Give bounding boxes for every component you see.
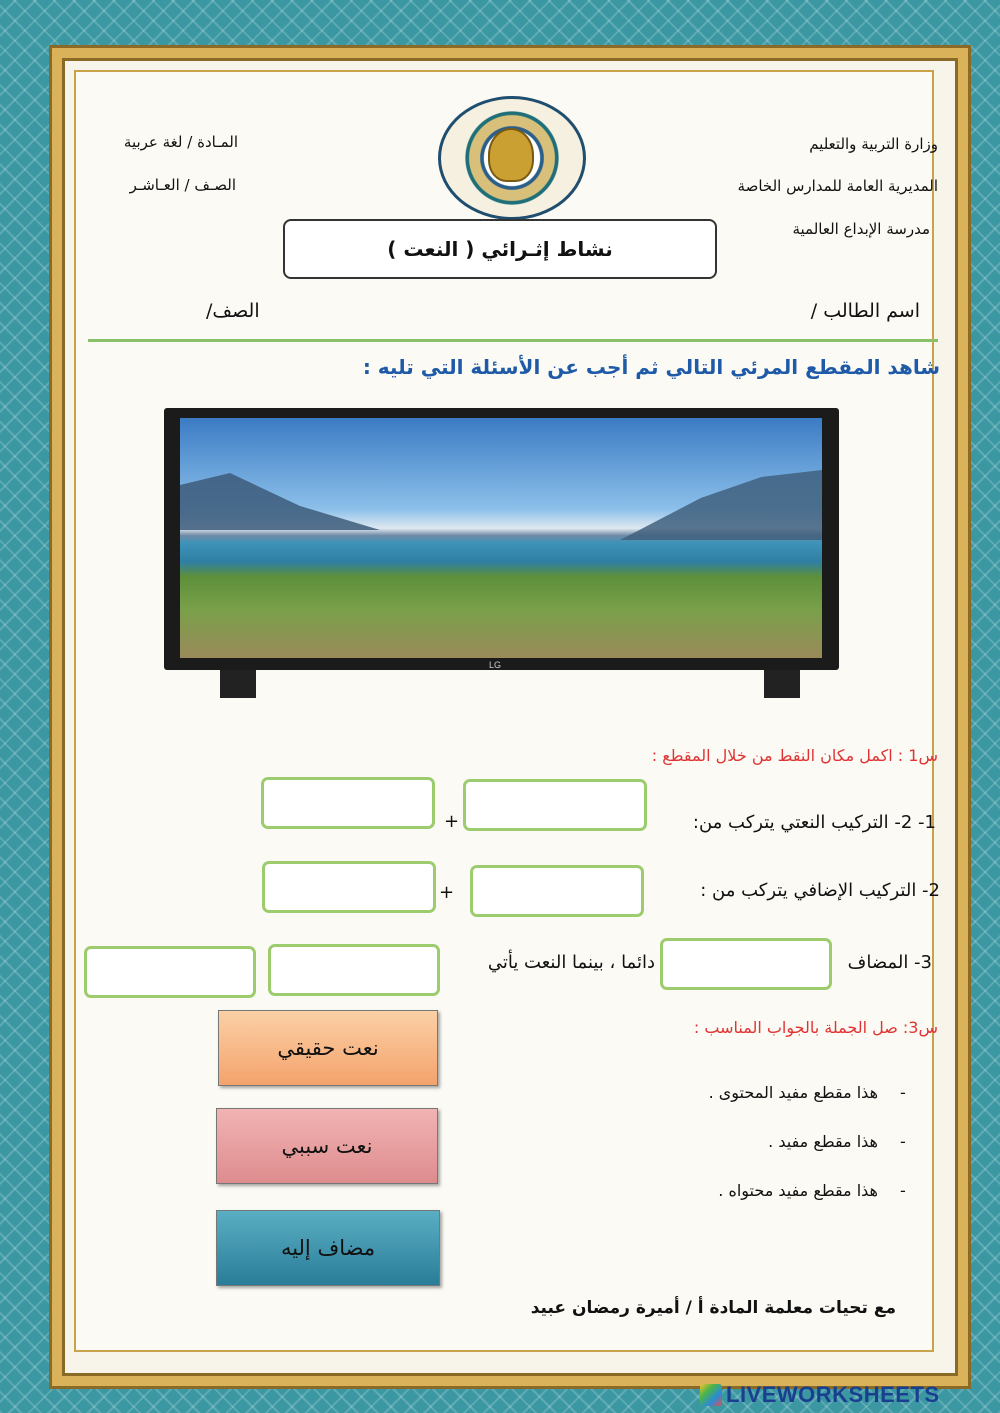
- tv-stand-right: [764, 670, 800, 698]
- sentence-1[interactable]: هذا مقطع مفيد المحتوى .: [708, 1083, 878, 1102]
- instruction-text: شاهد المقطع المرئي التالي ثم أجب عن الأسئلة التي تليه :: [362, 355, 940, 379]
- option-genitive[interactable]: مضاف إليه: [216, 1210, 440, 1286]
- answer-box-3c[interactable]: [84, 946, 256, 998]
- grade-label: الصـف / العـاشـر: [129, 176, 236, 194]
- student-name-label: اسم الطالب /: [810, 300, 920, 322]
- q1-item3-text: 3- المضاف: [847, 952, 932, 973]
- subject-label: المـادة / لغة عربية: [123, 133, 238, 151]
- worksheet-title: نشاط إثـرائي ( النعت ): [283, 219, 717, 279]
- liveworksheets-watermark[interactable]: LIVEWORKSHEETS: [726, 1382, 940, 1407]
- answer-box-2b[interactable]: [470, 865, 644, 917]
- q1-item2-text: 2- التركيب الإضافي يتركب من :: [700, 880, 940, 901]
- liveworksheets-logo-icon: [700, 1384, 722, 1406]
- school-label: مدرسة الإبداع العالمية: [792, 220, 930, 238]
- bullet-dash: -: [900, 1132, 906, 1151]
- logo-emblem-icon: [488, 128, 534, 182]
- plus-sign: +: [439, 882, 455, 903]
- plus-sign: +: [444, 811, 460, 832]
- q1-item3-middle-text: دائما ، بينما النعت يأتي: [487, 952, 655, 973]
- answer-box-1a[interactable]: [261, 777, 435, 829]
- tv-stand-left: [220, 670, 256, 698]
- answer-box-1b[interactable]: [463, 779, 647, 831]
- tv-brand-logo: LG: [489, 660, 502, 670]
- bullet-dash: -: [900, 1181, 906, 1200]
- student-class-label: الصف/: [206, 300, 260, 322]
- answer-box-3b[interactable]: [268, 944, 440, 996]
- sentence-2[interactable]: هذا مقطع مفيد .: [768, 1132, 878, 1151]
- teacher-signature: مع تحيات معلمة المادة أ / أميرة رمضان عبيد: [530, 1298, 896, 1318]
- q3-heading: س3: صل الجملة بالجواب المناسب :: [693, 1018, 938, 1037]
- q1-item1-text: 1- 2- التركيب النعتي يتركب من:: [692, 812, 936, 833]
- sentence-3[interactable]: هذا مقطع مفيد محتواه .: [718, 1181, 878, 1200]
- q1-heading: س1 : اكمل مكان النقط من خلال المقطع :: [651, 746, 938, 765]
- option-causal-adjective[interactable]: نعت سببي: [216, 1108, 438, 1184]
- ministry-label: وزارة التربية والتعليم: [809, 135, 938, 153]
- answer-box-3a[interactable]: [660, 938, 832, 990]
- divider: [88, 339, 938, 342]
- option-real-adjective[interactable]: نعت حقيقي: [218, 1010, 438, 1086]
- bullet-dash: -: [900, 1083, 906, 1102]
- directorate-label: المديرية العامة للمدارس الخاصة: [737, 177, 938, 195]
- answer-box-2a[interactable]: [262, 861, 436, 913]
